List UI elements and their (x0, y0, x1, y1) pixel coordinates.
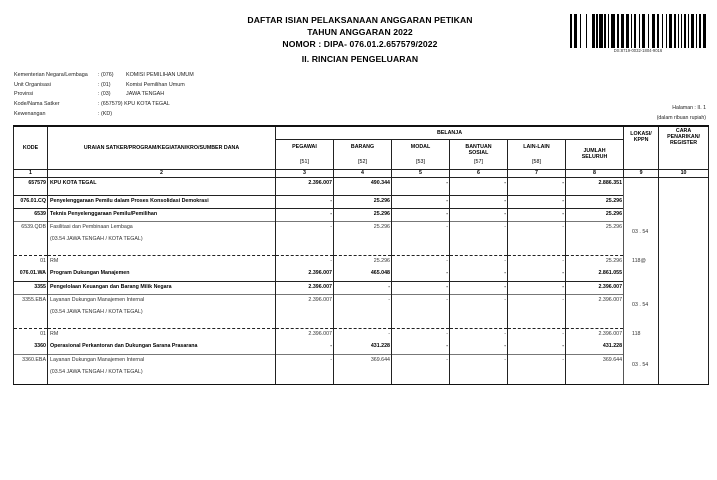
meta-code: : (03) (98, 91, 111, 97)
cell-cara (659, 195, 709, 208)
cell-pegawai: - (276, 255, 334, 268)
col-number: 5 (392, 169, 450, 177)
cell-lokasi (624, 195, 659, 208)
uraian-text: Layanan Dukungan Manajemen Internal (50, 356, 145, 363)
cell-jumlah: 2.396.007 (566, 281, 624, 294)
uraian-text: Teknis Penyelenggaraan Pemilu/Pemilihan (50, 210, 158, 217)
table-row (14, 268, 709, 281)
cell-lain: - (508, 195, 566, 208)
cell-pegawai: 2.396.007 (276, 268, 334, 281)
cell-kode: 01 (14, 328, 48, 341)
cell-lokasi (624, 281, 659, 294)
budget-table (13, 125, 709, 384)
cell-lokasi: 03 . 54 (624, 221, 659, 255)
cell-bantuan: - (450, 177, 508, 195)
cell-jumlah: 2.886.351 (566, 177, 624, 195)
cell-kode: 657579 (14, 177, 48, 195)
cell-jumlah: 2.861.055 (566, 268, 624, 281)
bantuan-label: BANTUAN SOSIAL (465, 143, 492, 156)
cell-lain: - (508, 268, 566, 281)
meta-label: Unit Organisasi (14, 82, 51, 88)
cell-kode: 6539 (14, 208, 48, 221)
pegawai-label: PEGAWAI (292, 143, 317, 150)
column-number-row (14, 169, 709, 177)
cell-pegawai: 2.396.007 (276, 281, 334, 294)
cell-bantuan: - (450, 294, 508, 328)
cell-modal: - (392, 281, 450, 294)
cell-modal: - (392, 208, 450, 221)
cell-lokasi (624, 341, 659, 354)
meta-code: : (076) (98, 72, 114, 78)
section-title: II. RINCIAN PENGELUARAN (301, 54, 419, 64)
uraian-text: Program Dukungan Manajemen (50, 270, 130, 276)
doc-title: DAFTAR ISIAN PELAKSANAAN ANGGARAN PETIKAN (247, 15, 473, 25)
cell-lain: - (508, 294, 566, 328)
cell-barang: 431.228 (334, 341, 392, 354)
meta-label: Provinsi (14, 91, 34, 97)
col-number: 10 (659, 169, 709, 177)
col-number: 2 (48, 169, 276, 177)
table-body (14, 177, 709, 384)
cell-jumlah: 431.228 (566, 341, 624, 354)
modal-label: MODAL (410, 143, 431, 150)
cell-jumlah: 25.296 (566, 208, 624, 221)
uraian-text: Operasional Perkantoran dan Dukungan Sarana Prasarana (50, 343, 198, 349)
table-row (14, 328, 709, 341)
fiscal-year: TAHUN ANGGARAN 2022 (307, 27, 413, 37)
cell-bantuan: - (450, 341, 508, 354)
table-row (14, 354, 709, 384)
uraian-text: Fasilitasi dan Pembinaan Lembaga (50, 223, 133, 230)
cell-kode: 3355 (14, 281, 48, 294)
uraian-location: (03.54 JAWA TENGAH / KOTA TEGAL) (50, 308, 143, 315)
jumlah-label: JUMLAH SELURUH (581, 148, 608, 160)
col-header-cara: CARA PENARIKAN/ REGISTER (659, 126, 709, 169)
cell-modal: - (392, 341, 450, 354)
col-header-modal (392, 139, 450, 169)
cell-lokasi: 118 (624, 328, 659, 341)
cell-jumlah: 25.296 (566, 255, 624, 268)
table-row (14, 255, 709, 268)
cell-uraian (48, 195, 276, 208)
cell-bantuan: - (450, 255, 508, 268)
cell-uraian (48, 221, 276, 255)
col-header-belanja: BELANJA (276, 126, 624, 139)
cell-uraian (48, 328, 276, 341)
cell-bantuan: - (450, 354, 508, 384)
cell-pegawai: - (276, 208, 334, 221)
meta-value: JAWA TENGAH (126, 91, 165, 97)
modal-code: [53] (416, 158, 425, 165)
cell-uraian (48, 268, 276, 281)
cell-lokasi: 03 . 54 (624, 354, 659, 384)
cell-bantuan: - (450, 328, 508, 341)
cell-cara (659, 281, 709, 294)
cell-cara (659, 177, 709, 195)
cell-kode: 3360 (14, 341, 48, 354)
col-number: 4 (334, 169, 392, 177)
dipa-number: NOMOR : DIPA- 076.01.2.657579/2022 (282, 39, 438, 49)
col-header-kode: KODE (14, 126, 48, 169)
cell-uraian (48, 354, 276, 384)
cell-uraian (48, 255, 276, 268)
table-row (14, 177, 709, 195)
cell-modal: - (392, 195, 450, 208)
cell-jumlah: 2.396.007 (566, 328, 624, 341)
cell-jumlah: 2.396.007 (566, 294, 624, 328)
table-row (14, 195, 709, 208)
cell-barang: 25.296 (334, 221, 392, 255)
cell-lain: - (508, 328, 566, 341)
barang-label: BARANG (350, 143, 375, 150)
cell-barang: 25.296 (334, 208, 392, 221)
col-number: 6 (450, 169, 508, 177)
cell-cara (659, 354, 709, 384)
cell-lain: - (508, 208, 566, 221)
cell-lain: - (508, 281, 566, 294)
cell-pegawai: - (276, 195, 334, 208)
cell-cara (659, 341, 709, 354)
cell-lain: - (508, 255, 566, 268)
col-header-barang (334, 139, 392, 169)
cell-pegawai: 2.396.007 (276, 294, 334, 328)
cell-uraian (48, 294, 276, 328)
cell-cara (659, 328, 709, 341)
cell-cara (659, 268, 709, 281)
meta-label: Kode/Nama Satker (14, 101, 60, 107)
pegawai-code: [51] (300, 158, 309, 165)
cell-modal: - (392, 177, 450, 195)
cell-barang: 490.344 (334, 177, 392, 195)
cell-uraian (48, 208, 276, 221)
cell-jumlah: 25.296 (566, 221, 624, 255)
table-row (14, 208, 709, 221)
cell-lokasi (624, 177, 659, 195)
col-header-bantuan (450, 139, 508, 169)
col-number: 9 (624, 169, 659, 177)
uraian-text: Penyelenggaraan Pemilu dalam Proses Konsolidasi Demokrasi (50, 197, 209, 204)
cell-bantuan: - (450, 208, 508, 221)
cell-barang: - (334, 294, 392, 328)
table-row (14, 341, 709, 354)
cell-kode: 01 (14, 255, 48, 268)
cell-barang: 465.048 (334, 268, 392, 281)
cell-jumlah: 25.296 (566, 195, 624, 208)
cell-lain: - (508, 177, 566, 195)
cell-cara (659, 221, 709, 255)
cell-cara (659, 294, 709, 328)
bantuan-code: [57] (474, 158, 483, 165)
col-header-uraian: URAIAN SATKER/PROGRAM/KEGIATAN/KRO/SUMBER DANA (48, 126, 276, 169)
cell-kode: 076.01.CQ (14, 195, 48, 208)
cell-lain: - (508, 221, 566, 255)
cell-pegawai: - (276, 354, 334, 384)
meta-value: KOMISI PEMILIHAN UMUM (126, 72, 194, 78)
barcode-text: DS:8719-0032-1804-9016 (613, 48, 663, 53)
cell-lokasi (624, 268, 659, 281)
cell-cara (659, 255, 709, 268)
uraian-text: KPU KOTA TEGAL (50, 179, 97, 186)
cell-lain: - (508, 341, 566, 354)
cell-lokasi: 03 . 54 (624, 294, 659, 328)
cell-jumlah: 369.644 (566, 354, 624, 384)
col-header-lokasi: LOKASI/ KPPN (624, 126, 659, 169)
table-row (14, 281, 709, 294)
page-number (672, 105, 706, 111)
meta-code: : (KD) (98, 111, 113, 117)
cell-kode: 6539.QDB (14, 221, 48, 255)
cell-pegawai: - (276, 341, 334, 354)
meta-value: Komisi Pemilihan Umum (126, 82, 185, 88)
col-header-lain (508, 139, 566, 169)
col-number: 3 (276, 169, 334, 177)
table-row (14, 294, 709, 328)
table-row (14, 221, 709, 255)
cell-lokasi (624, 208, 659, 221)
cell-uraian (48, 341, 276, 354)
col-header-jumlah (566, 139, 624, 169)
cell-bantuan: - (450, 195, 508, 208)
barcode-icon (568, 14, 708, 48)
cell-cara (659, 208, 709, 221)
cell-kode: 3355.EBA (14, 294, 48, 328)
unit-note: (dalam ribuan rupiah) (656, 115, 706, 121)
meta-code: : (01) (98, 82, 111, 88)
cell-barang: 25.296 (334, 255, 392, 268)
uraian-location: (03.54 JAWA TENGAH / KOTA TEGAL) (50, 235, 143, 242)
lain-label: LAIN-LAIN (523, 143, 550, 150)
cell-pegawai: 2.396.007 (276, 328, 334, 341)
uraian-text: RM (50, 257, 59, 264)
cell-pegawai: - (276, 221, 334, 255)
cell-modal: - (392, 354, 450, 384)
cell-lokasi: 118@ (624, 255, 659, 268)
cell-barang: 25.296 (334, 195, 392, 208)
meta-label: Kewenangan (14, 111, 46, 117)
uraian-text: Pengelolaan Keuangan dan Barang Milik Negara (50, 283, 172, 290)
cell-barang: 369.644 (334, 354, 392, 384)
page-label: Halaman : (672, 105, 696, 111)
cell-bantuan: - (450, 281, 508, 294)
cell-modal: - (392, 221, 450, 255)
cell-lain: - (508, 354, 566, 384)
page-value: II. 1 (697, 105, 706, 111)
uraian-location: (03.54 JAWA TENGAH / KOTA TEGAL) (50, 368, 143, 375)
uraian-text: Layanan Dukungan Manajemen Internal (50, 296, 145, 303)
cell-modal: - (392, 255, 450, 268)
col-number: 1 (14, 169, 48, 177)
meta-label: Kementerian Negara/Lembaga (14, 72, 88, 78)
cell-uraian (48, 281, 276, 294)
cell-bantuan: - (450, 268, 508, 281)
col-number: 8 (566, 169, 624, 177)
cell-barang: - (334, 281, 392, 294)
meta-code: : (657579) KPU KOTA TEGAL (98, 101, 170, 107)
cell-modal: - (392, 328, 450, 341)
cell-bantuan: - (450, 221, 508, 255)
col-header-pegawai (276, 139, 334, 169)
cell-uraian (48, 177, 276, 195)
cell-kode: 3360.EBA (14, 354, 48, 384)
uraian-text: RM (50, 330, 59, 337)
barang-code: [52] (358, 158, 367, 165)
lain-code: [58] (532, 158, 541, 165)
cell-barang: - (334, 328, 392, 341)
cell-modal: - (392, 268, 450, 281)
cell-modal: - (392, 294, 450, 328)
cell-kode: 076.01.WA (14, 268, 48, 281)
col-number: 7 (508, 169, 566, 177)
cell-pegawai: 2.396.007 (276, 177, 334, 195)
